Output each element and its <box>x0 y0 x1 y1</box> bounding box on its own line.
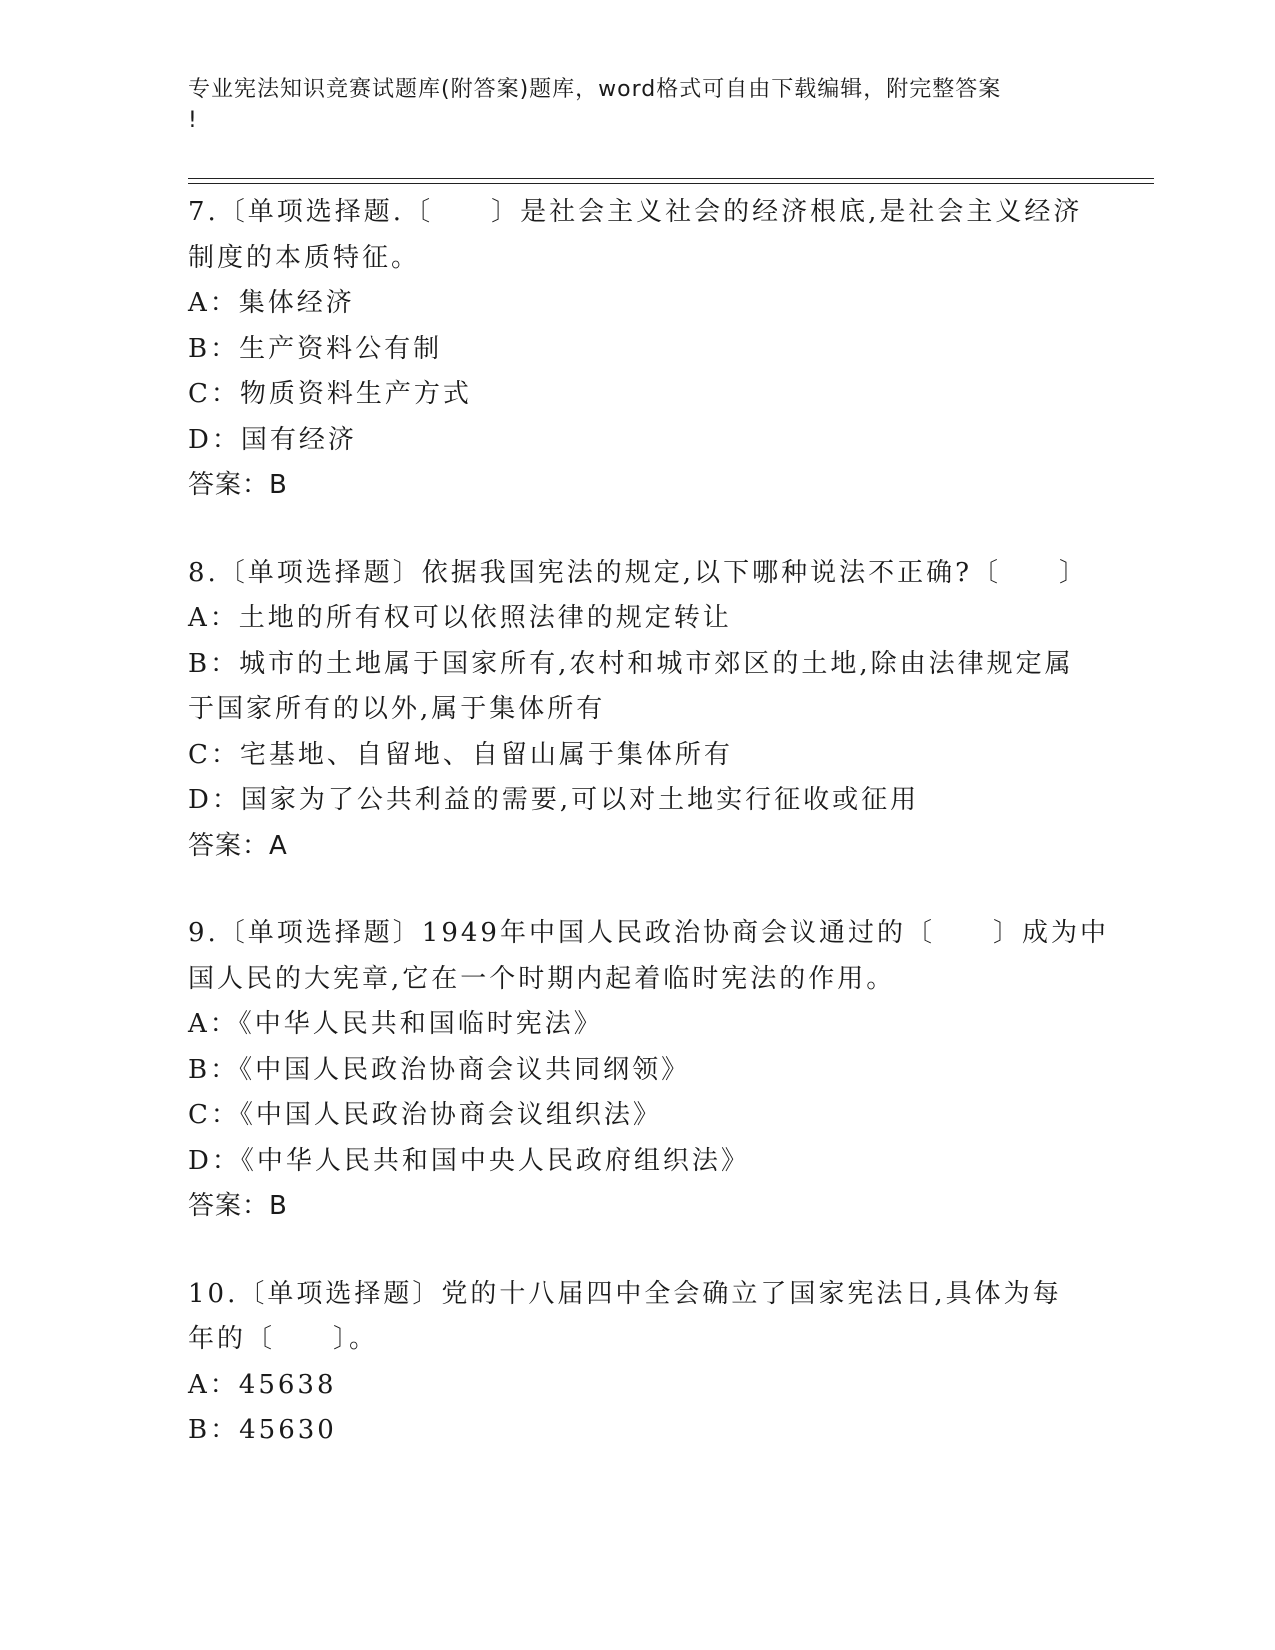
answer: 答案：B <box>188 470 288 500</box>
option-d: D：国家为了公共利益的需要,可以对土地实行征收或征用 <box>188 785 920 815</box>
header-line-2: ! <box>188 108 198 133</box>
header-divider-top <box>188 178 1154 179</box>
option-b-continued: 于国家所有的以外,属于集体所有 <box>188 694 606 724</box>
answer: 答案：A <box>188 830 288 861</box>
question-10 <box>188 1272 1088 1454</box>
question-stem: 9.〔单项选择题〕1949年中国人民政治协商会议通过的〔 〕成为中 <box>188 918 1109 948</box>
option-c: C：《中国人民政治协商会议组织法》 <box>188 1100 662 1130</box>
option-a: A：集体经济 <box>188 288 355 318</box>
question-7 <box>188 190 1088 509</box>
option-d: D：《中华人民共和国中央人民政府组织法》 <box>188 1145 750 1176</box>
question-8 <box>188 551 1088 870</box>
option-a: A：土地的所有权可以依照法律的规定转让 <box>188 603 732 633</box>
question-9 <box>188 911 1109 1230</box>
question-stem: 国人民的大宪章,它在一个时期内起着临时宪法的作用。 <box>188 963 896 994</box>
option-b: B：城市的土地属于国家所有,农村和城市郊区的土地,除由法律规定属 <box>188 648 1074 679</box>
question-stem: 7.〔单项选择题.〔 〕是社会主义社会的经济根底,是社会主义经济 <box>188 197 1083 227</box>
header-divider-bottom <box>188 183 1154 184</box>
option-b: B：45630 <box>188 1415 337 1445</box>
option-c: C：物质资料生产方式 <box>188 379 472 409</box>
option-b: B：《中国人民政治协商会议共同纲领》 <box>188 1054 691 1085</box>
option-a: A：45638 <box>188 1369 337 1400</box>
option-b: B：生产资料公有制 <box>188 333 443 364</box>
answer: 答案：B <box>188 1191 288 1221</box>
question-list <box>188 190 1109 1496</box>
document-header <box>188 74 1068 136</box>
question-stem: 制度的本质特征。 <box>188 242 421 273</box>
option-a: A：《中华人民共和国临时宪法》 <box>188 1009 603 1039</box>
option-c: C：宅基地、自留地、自留山属于集体所有 <box>188 739 733 770</box>
option-d: D：国有经济 <box>188 424 357 455</box>
question-stem: 年的〔 〕。 <box>188 1324 379 1354</box>
question-stem: 8.〔单项选择题〕依据我国宪法的规定,以下哪种说法不正确?〔 〕 <box>188 557 1089 588</box>
header-line-1: 专业宪法知识竞赛试题库(附答案)题库，word格式可自由下载编辑，附完整答案 <box>188 77 1002 102</box>
question-stem: 10.〔单项选择题〕党的十八届四中全会确立了国家宪法日,具体为每 <box>188 1278 1062 1309</box>
